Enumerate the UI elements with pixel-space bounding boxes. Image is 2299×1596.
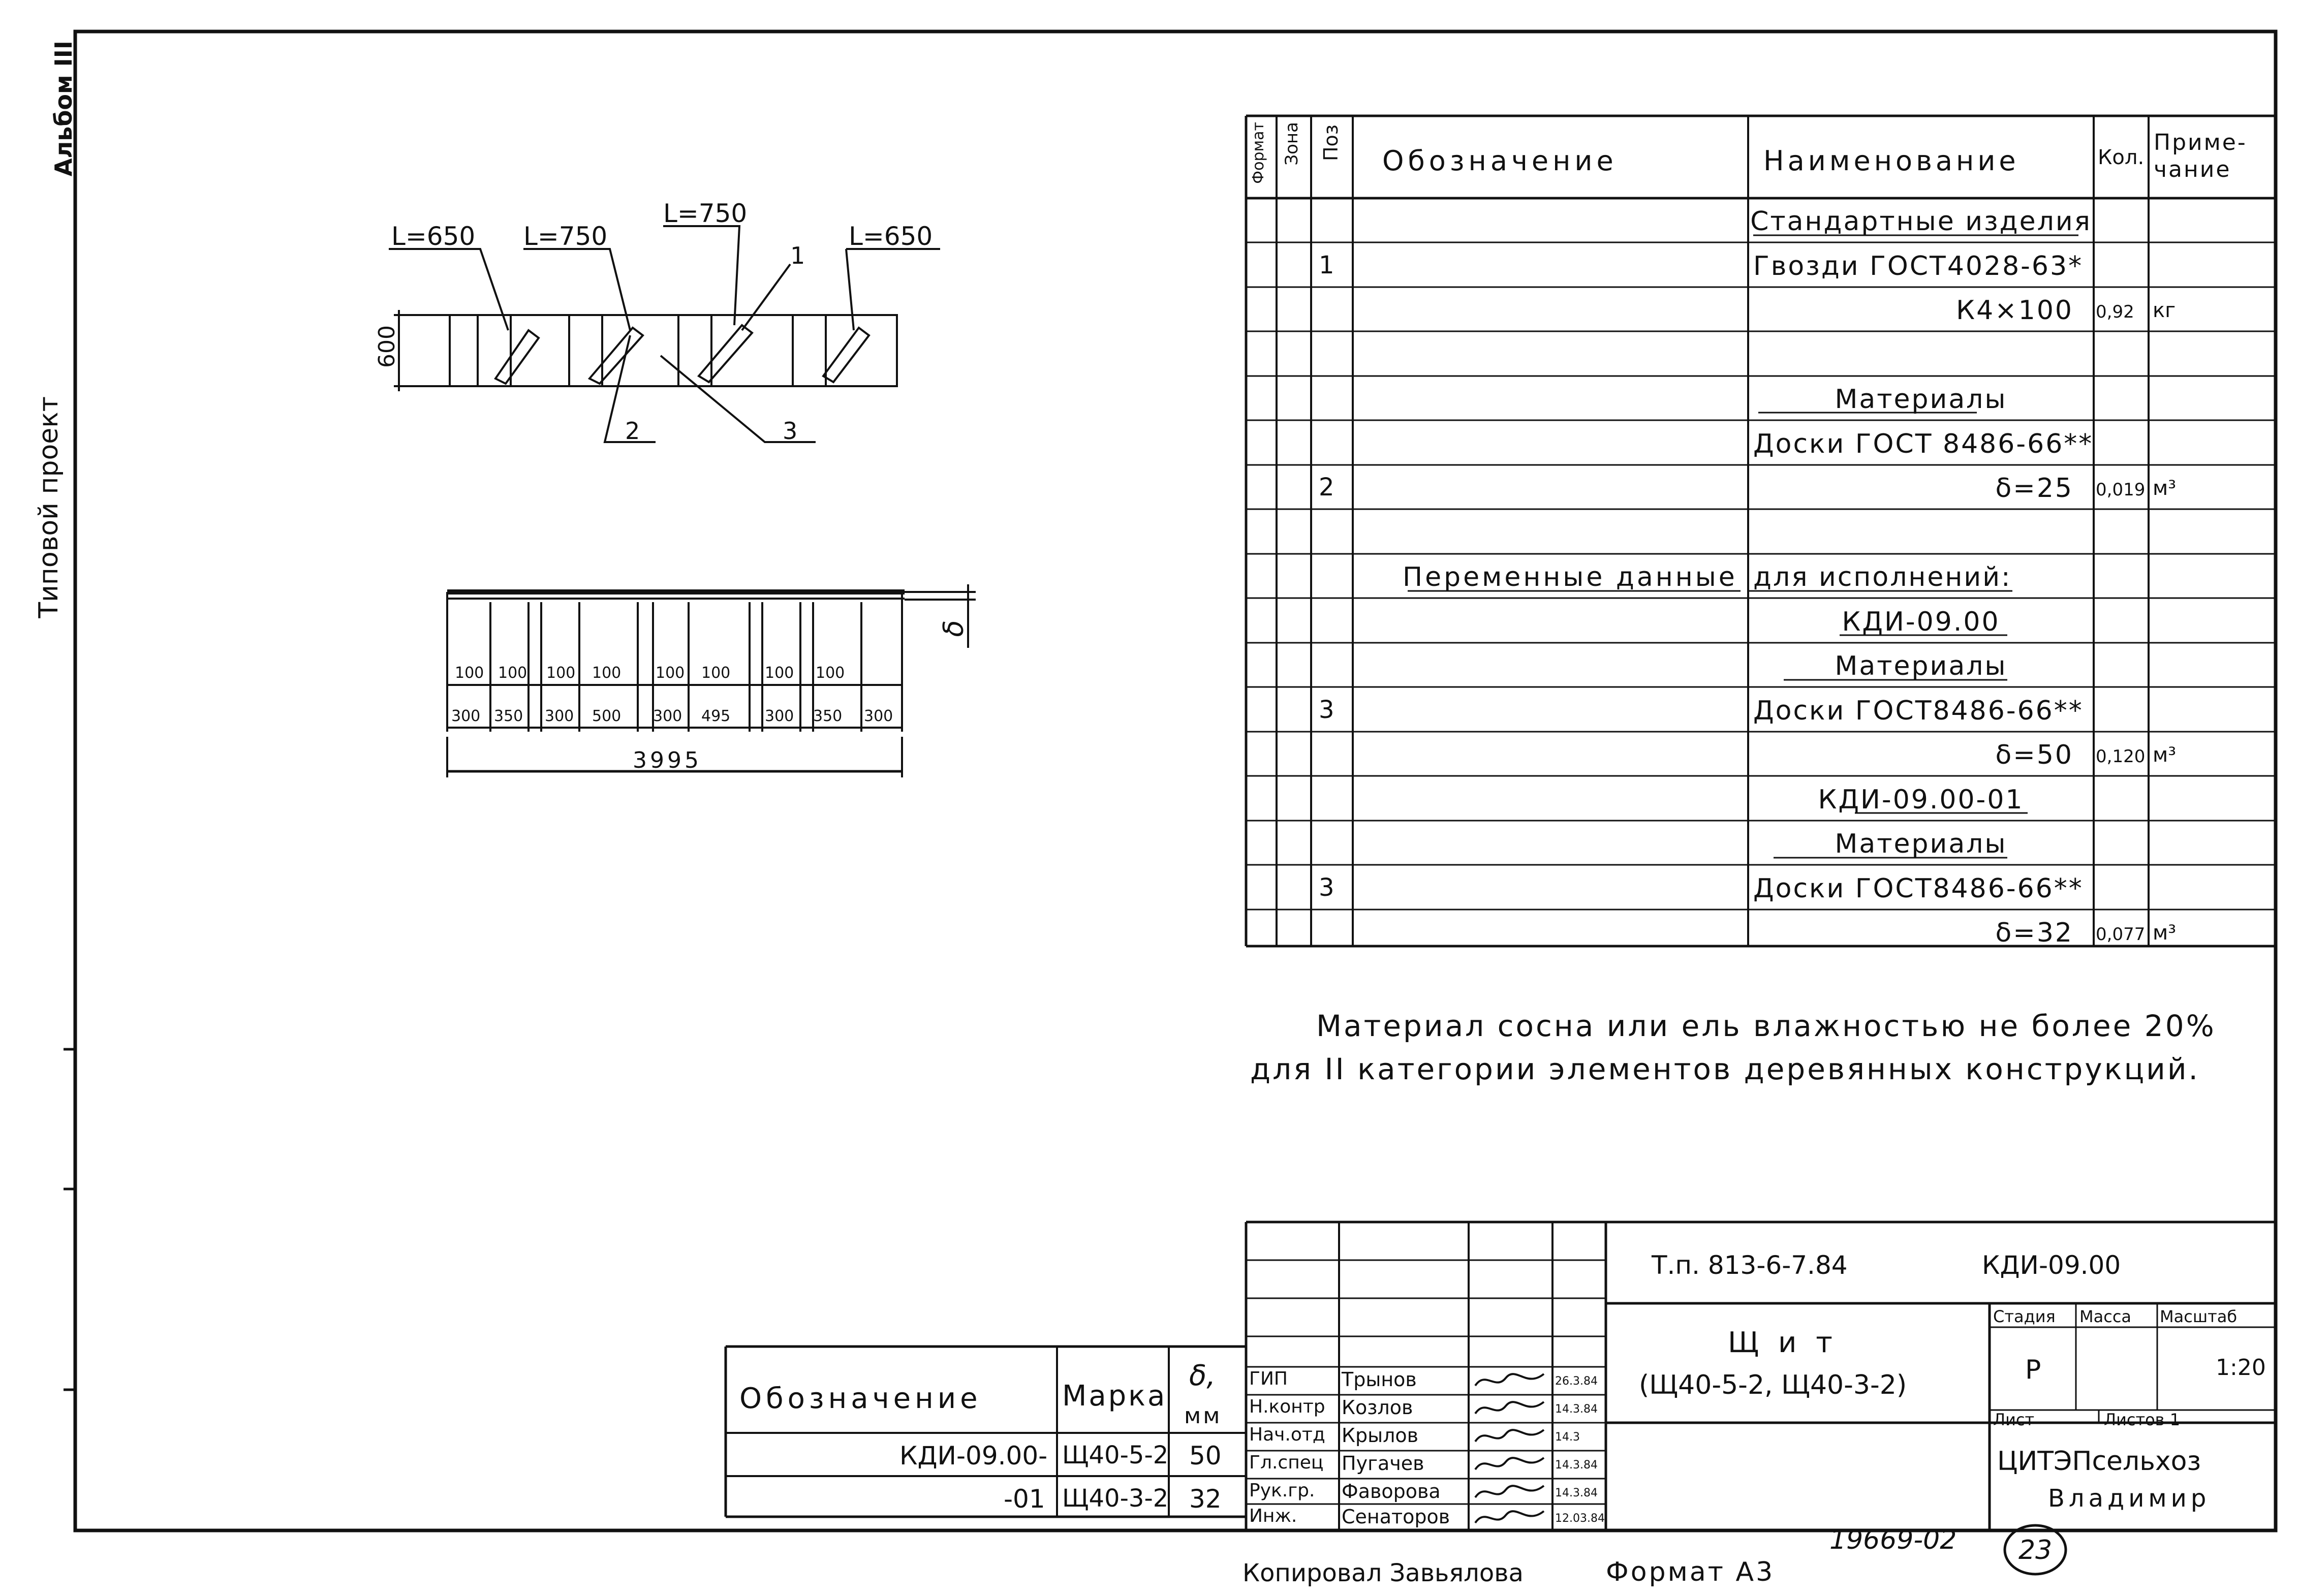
section-delta: δ xyxy=(937,620,970,637)
signatory-role: Нач.отд xyxy=(1249,1424,1325,1445)
spec-pos: 2 xyxy=(1319,473,1334,502)
section-total-length: 3995 xyxy=(633,747,702,773)
spec-name: для исполнений: xyxy=(1753,562,2012,592)
spec-name: К4×100 xyxy=(1956,295,2073,326)
spec-qty: 0,120 xyxy=(2096,746,2146,767)
dim-100: 100 xyxy=(592,664,622,682)
handwritten-signature xyxy=(1473,1424,1549,1449)
header-pos: Поз xyxy=(1320,124,1342,162)
spec-pos: 3 xyxy=(1319,696,1334,724)
signatory-name: Пугачев xyxy=(1342,1452,1424,1475)
signatory-name: Трынов xyxy=(1342,1368,1417,1391)
spec-name: Материалы xyxy=(1835,829,2007,859)
spec-name: δ=32 xyxy=(1995,918,2073,948)
variant-row-1-designation: КДИ-09.00- xyxy=(899,1441,1048,1470)
sheet-label: Лист xyxy=(1993,1410,2035,1429)
spec-designation: Переменные данные xyxy=(1403,562,1737,592)
handwritten-signature xyxy=(1473,1480,1549,1505)
dim-100: 100 xyxy=(455,664,484,682)
variant-row-1-delta: 50 xyxy=(1189,1441,1222,1470)
dim-segment: 300 xyxy=(451,707,481,725)
item-variants: (Щ40-5-2, Щ40-3-2) xyxy=(1639,1370,1907,1400)
plan-pos-1: 1 xyxy=(790,242,805,269)
variant-row-2-designation: -01 xyxy=(1004,1484,1045,1514)
doc-code: КДИ-09.00 xyxy=(1982,1250,2121,1280)
sheet-format: Формат А3 xyxy=(1606,1557,1775,1587)
variant-row-1-mark: Щ40-5-2 xyxy=(1062,1441,1169,1469)
spec-pos: 1 xyxy=(1319,251,1334,279)
signature-date: 12.03.84 xyxy=(1555,1512,1605,1525)
variants-header-designation: Обозначение xyxy=(739,1382,982,1415)
header-name: Наименование xyxy=(1763,145,2020,177)
dim-segment: 350 xyxy=(813,707,843,725)
spec-name: Гвозди ГОСТ4028-63* xyxy=(1753,251,2084,281)
spec-qty: 0,92 xyxy=(2096,302,2134,322)
header-zone: Зона xyxy=(1282,122,1302,166)
stage-label: Стадия xyxy=(1993,1307,2056,1326)
plan-length-4: L=650 xyxy=(849,222,933,251)
mass-label: Масса xyxy=(2079,1307,2132,1326)
plan-height-dim: 600 xyxy=(374,325,400,368)
note-line-2: для II категории элементов деревянных конструкций. xyxy=(1250,1052,2200,1086)
variants-header-unit: мм xyxy=(1184,1403,1222,1429)
plan-length-2: L=750 xyxy=(523,222,608,251)
spec-name: Доски ГОСТ8486-66** xyxy=(1753,873,2084,904)
variant-row-2-mark: Щ40-3-2 xyxy=(1062,1484,1169,1513)
dim-segment: 300 xyxy=(864,707,893,725)
spec-note: кг xyxy=(2153,299,2176,322)
signatory-name: Крылов xyxy=(1342,1424,1419,1447)
signatory-name: Фаворова xyxy=(1342,1480,1441,1503)
album-label: Альбом III xyxy=(50,41,77,177)
signatory-role: Н.контр xyxy=(1249,1396,1325,1417)
dim-100: 100 xyxy=(546,664,576,682)
signature-date: 26.3.84 xyxy=(1555,1375,1598,1388)
plan-length-3: L=750 xyxy=(663,199,748,228)
signature-date: 14.3.84 xyxy=(1555,1459,1598,1472)
dim-segment: 495 xyxy=(701,707,731,725)
dim-segment: 500 xyxy=(592,707,622,725)
plan-pos-2: 2 xyxy=(625,417,640,445)
spec-note: м³ xyxy=(2153,743,2177,767)
project-code: Т.п. 813-6-7.84 xyxy=(1652,1250,1848,1280)
spec-table-grid xyxy=(1246,116,2276,946)
organization: ЦИТЭПсельхоз xyxy=(1997,1446,2201,1477)
plan-view xyxy=(389,222,940,445)
handwritten-signature xyxy=(1473,1452,1549,1477)
spec-name: δ=50 xyxy=(1995,740,2073,770)
signatory-name: Козлов xyxy=(1342,1396,1413,1419)
signature-date: 14.3.84 xyxy=(1555,1487,1598,1499)
plan-pos-3: 3 xyxy=(783,417,798,445)
dim-segment: 300 xyxy=(765,707,794,725)
sheet-number: 23 xyxy=(2018,1535,2053,1566)
spec-name: δ=25 xyxy=(1995,473,2073,504)
spec-qty: 0,019 xyxy=(2096,480,2146,500)
dim-100: 100 xyxy=(701,664,731,682)
dim-100: 100 xyxy=(816,664,845,682)
sheets-label: Листов 1 xyxy=(2104,1410,2181,1429)
dim-segment: 300 xyxy=(653,707,682,725)
spec-qty: 0,077 xyxy=(2096,924,2146,945)
copied-by: Копировал Завьялова xyxy=(1242,1559,1524,1587)
handwritten-signature xyxy=(1473,1505,1549,1530)
note-line-1: Материал сосна или ель влажностью не более 20% xyxy=(1316,1009,2216,1043)
signature-date: 14.3 xyxy=(1555,1431,1580,1444)
header-designation: Обозначение xyxy=(1382,145,1618,177)
spec-name: КДИ-09.00 xyxy=(1842,607,2000,637)
dim-100: 100 xyxy=(498,664,527,682)
dim-100: 100 xyxy=(656,664,685,682)
spec-note: м³ xyxy=(2153,477,2177,500)
signatory-role: ГИП xyxy=(1249,1368,1288,1389)
dim-segment: 300 xyxy=(545,707,574,725)
dim-segment: 350 xyxy=(494,707,523,725)
signatory-role: Инж. xyxy=(1249,1506,1297,1526)
spec-pos: 3 xyxy=(1319,873,1334,902)
header-note: Приме-чание xyxy=(2154,130,2247,182)
header-qty: Кол. xyxy=(2098,146,2145,169)
spec-name: Материалы xyxy=(1835,384,2007,415)
spec-note: м³ xyxy=(2153,921,2177,945)
stage-value: Р xyxy=(2025,1355,2041,1385)
dim-100: 100 xyxy=(765,664,794,682)
project-type-label: Типовой проект xyxy=(34,396,64,618)
spec-name: КДИ-09.00-01 xyxy=(1818,785,2024,815)
scale-label: Масштаб xyxy=(2160,1307,2238,1326)
spec-name: Доски ГОСТ 8486-66** xyxy=(1753,429,2094,459)
signature-date: 14.3.84 xyxy=(1555,1403,1598,1416)
plan-length-1: L=650 xyxy=(391,222,476,251)
scale-value: 1:20 xyxy=(2216,1355,2266,1381)
spec-name: Доски ГОСТ8486-66** xyxy=(1753,696,2084,726)
variants-header-delta: δ, xyxy=(1189,1359,1216,1392)
archive-number: 19669-02 xyxy=(1829,1525,1957,1555)
spec-name: Стандартные изделия xyxy=(1750,206,2092,237)
handwritten-signature xyxy=(1473,1396,1549,1421)
variants-header-mark: Марка xyxy=(1062,1380,1167,1413)
signatory-name: Сенаторов xyxy=(1342,1506,1450,1528)
handwritten-signature xyxy=(1473,1368,1549,1393)
header-format: Формат xyxy=(1250,122,1267,184)
signatory-role: Гл.спец xyxy=(1249,1452,1324,1473)
signatory-role: Рук.гр. xyxy=(1249,1480,1315,1501)
variant-row-2-delta: 32 xyxy=(1189,1484,1222,1514)
item-name: Щ и т xyxy=(1728,1326,1838,1359)
spec-name: Материалы xyxy=(1835,651,2007,681)
organization-city: Владимир xyxy=(2048,1484,2211,1513)
